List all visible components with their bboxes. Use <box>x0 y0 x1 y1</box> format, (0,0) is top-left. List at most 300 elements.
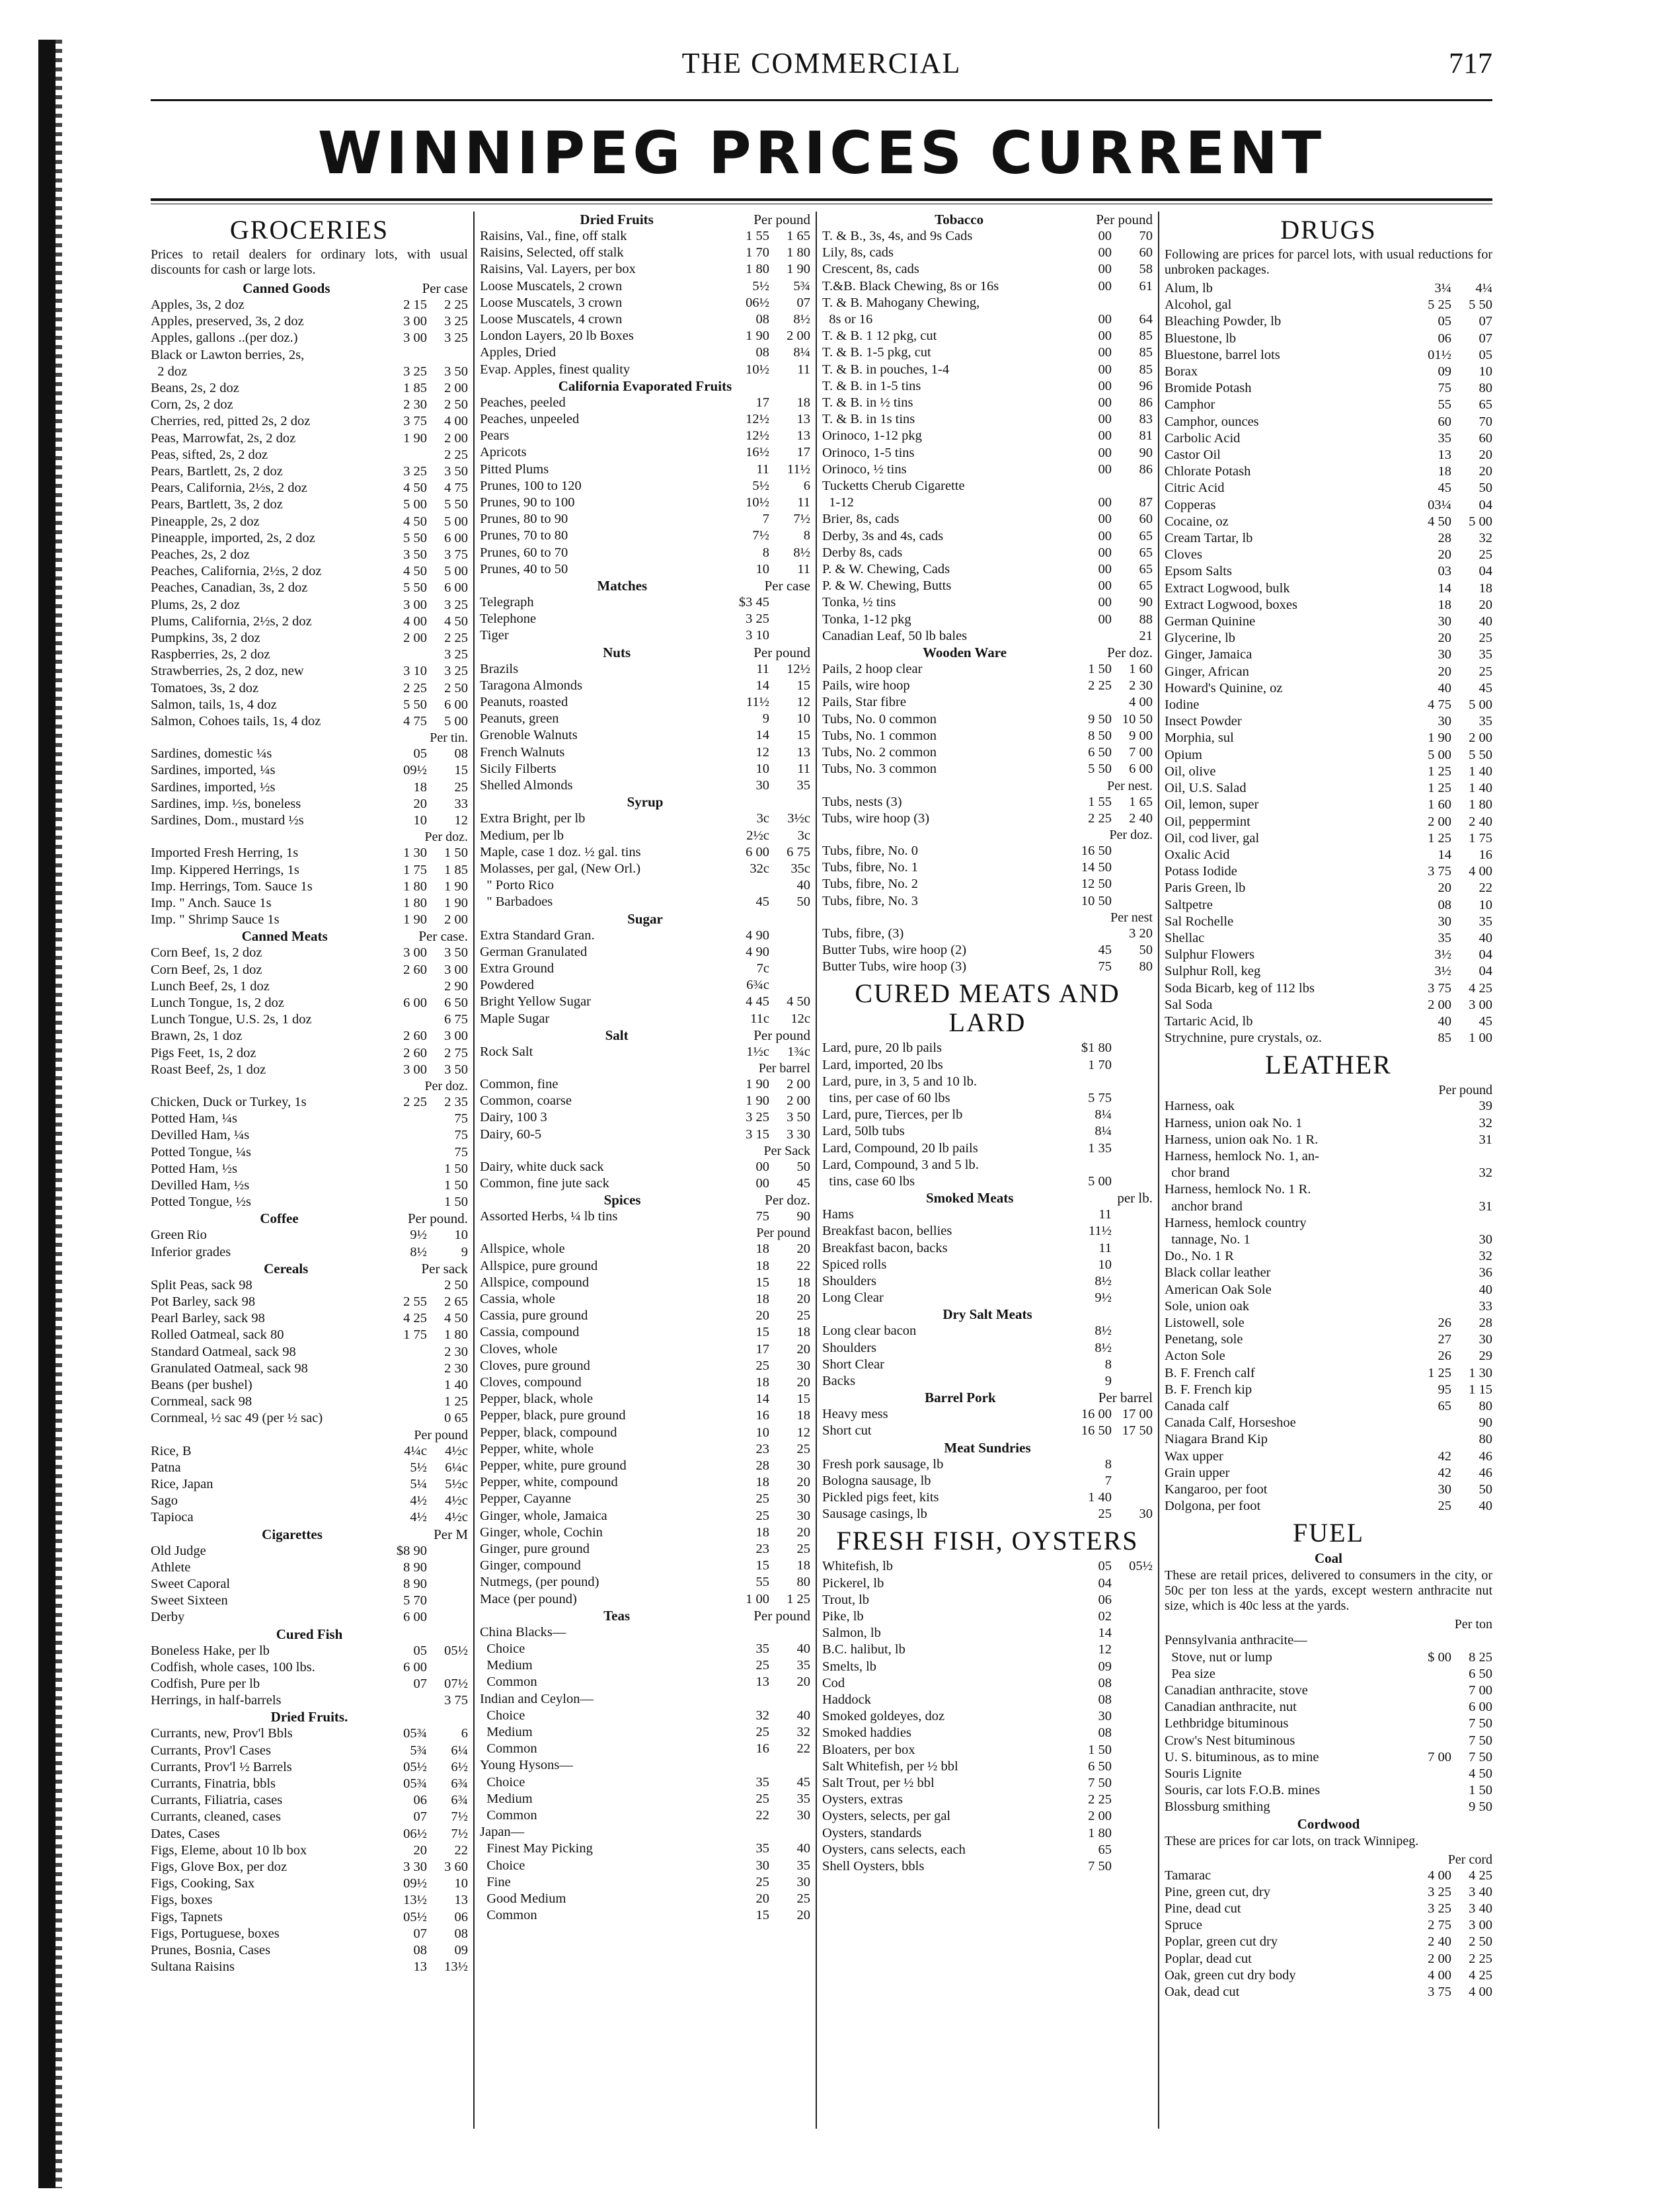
price-row <box>480 1757 810 1774</box>
price-high: 30 <box>1479 1232 1492 1247</box>
price-low: 30 <box>1438 1482 1451 1497</box>
item-name: Carbolic Acid <box>1165 430 1241 446</box>
price-low: 4 90 <box>746 944 769 959</box>
item-name: Cassia, compound <box>480 1325 580 1340</box>
item-name: Telegraph <box>480 595 534 610</box>
price-high: 2 30 <box>444 1344 468 1359</box>
price-row <box>151 1194 468 1210</box>
price-high: 3 00 <box>444 1029 468 1044</box>
item-name: Pails, wire hoop <box>822 678 910 693</box>
price-row <box>151 995 468 1011</box>
item-name: Butter Tubs, wire hoop (2) <box>822 942 967 957</box>
price-row <box>480 678 810 694</box>
item-name: Rock Salt <box>480 1044 533 1059</box>
item-name: Corn, 2s, 2 doz <box>151 397 233 413</box>
price-row <box>822 694 1153 711</box>
price-row <box>151 1792 468 1809</box>
price-high: 04 <box>1479 947 1492 963</box>
item-name: Ginger, African <box>1165 664 1249 679</box>
price-row <box>1165 914 1492 930</box>
price-high <box>769 1624 810 1641</box>
price-high: 35 <box>796 1658 810 1673</box>
price-row <box>1165 1431 1492 1448</box>
price-row <box>480 1558 810 1574</box>
item-name: Oil, olive <box>1165 764 1216 779</box>
item-name: Oil, cod liver, gal <box>1165 830 1260 846</box>
price-high: 15 <box>796 728 810 743</box>
price-low: 4½ <box>410 1510 427 1525</box>
item-name: Pepper, black, whole <box>480 1392 594 1407</box>
price-row <box>822 1123 1153 1140</box>
price-low: 4 50 <box>1428 514 1451 529</box>
item-name: German Granulated <box>480 944 588 959</box>
price-low: 3 25 <box>746 1110 769 1125</box>
price-low: 2 00 <box>1428 997 1451 1012</box>
price-high: 3 00 <box>444 962 468 977</box>
item-name: Harness, hemlock No. 1 R. <box>1165 1182 1311 1197</box>
item-name: Prunes, 90 to 100 <box>480 495 575 510</box>
price-high: 2 00 <box>444 381 468 396</box>
price-low: 9 <box>762 711 769 727</box>
price-high <box>1112 1725 1153 1741</box>
column-tobacco-meats-fish <box>822 212 1153 2168</box>
subsection-name: Spices <box>603 1192 641 1208</box>
subsection-unit: Per case. <box>418 928 468 945</box>
price-high: 90 <box>1139 445 1153 460</box>
price-low <box>1412 1215 1451 1232</box>
price-high <box>427 347 468 364</box>
item-name: Backs <box>822 1373 856 1388</box>
item-name: Cassia, whole <box>480 1291 555 1306</box>
price-high: 3 40 <box>1469 1901 1492 1916</box>
item-name: Lard, 50lb tubs <box>822 1124 905 1139</box>
item-name: London Layers, 20 lb Boxes <box>480 329 634 344</box>
price-row <box>1165 930 1492 947</box>
subsection-unit: per lb. <box>1117 1190 1153 1206</box>
price-high: 5 00 <box>1469 697 1492 713</box>
subsection-unit: Per pound <box>753 212 810 227</box>
price-row <box>151 1062 468 1078</box>
price-low: 30 <box>1438 914 1451 929</box>
price-high: 2 50 <box>444 1277 468 1292</box>
price-row <box>822 1423 1153 1439</box>
price-high: 12½ <box>787 661 810 676</box>
price-row <box>480 711 810 727</box>
item-name: Common, coarse <box>480 1093 572 1109</box>
price-high: 20 <box>1479 597 1492 612</box>
price-row <box>151 447 468 463</box>
item-name: Tubs, No. 3 common <box>822 762 937 777</box>
price-row <box>822 545 1153 561</box>
price-row <box>822 1257 1153 1273</box>
price-row <box>480 861 810 877</box>
price-high: 09 <box>454 1943 468 1958</box>
price-row <box>151 1410 468 1427</box>
price-row <box>1165 630 1492 647</box>
price-high: 3 50 <box>444 945 468 961</box>
price-low: 30 <box>1438 714 1451 729</box>
price-high: 1 50 <box>444 846 468 861</box>
price-low <box>1412 1699 1451 1716</box>
price-high: 90 <box>796 1209 810 1224</box>
price-low: 25 <box>755 1725 769 1740</box>
item-name: Niagara Brand Kip <box>1165 1432 1268 1447</box>
item-name: Cream Tartar, lb <box>1165 531 1253 546</box>
item-name: Citric Acid <box>1165 481 1225 496</box>
price-row <box>480 1159 810 1175</box>
price-high <box>1112 478 1153 494</box>
item-name: Pepper, white, pure ground <box>480 1458 627 1473</box>
item-name: Tonka, 1-12 pkg <box>822 612 911 627</box>
item-name: Tubs, fibre, No. 2 <box>822 877 919 892</box>
price-low: 1 75 <box>403 1327 427 1343</box>
price-unit-label: Per barrel <box>758 1060 810 1076</box>
price-low <box>1412 1115 1451 1132</box>
price-low: 03 <box>1438 564 1451 579</box>
price-low: 5 50 <box>403 530 427 545</box>
price-high: 8 25 <box>1469 1649 1492 1665</box>
price-high <box>769 977 810 994</box>
item-name: Bologna sausage, lb <box>822 1473 931 1488</box>
price-low: 1 40 <box>1088 1490 1112 1505</box>
item-name: Apples, gallons ..(per doz.) <box>151 331 298 346</box>
item-name: Cloves <box>1165 547 1202 563</box>
price-row <box>822 1340 1153 1357</box>
item-name: Long Clear <box>822 1290 884 1306</box>
price-low <box>387 447 427 463</box>
price-row <box>151 297 468 313</box>
price-high: 50 <box>796 1159 810 1174</box>
price-row <box>822 1792 1153 1808</box>
price-low: 04 <box>1098 1575 1112 1591</box>
price-high: 61 <box>1139 278 1153 294</box>
price-row <box>822 278 1153 295</box>
subsection-name: Cordwood <box>1297 1815 1360 1832</box>
price-row <box>151 1294 468 1310</box>
price-row <box>1165 414 1492 430</box>
item-name: Lunch Tongue, U.S. 2s, 1 doz <box>151 1012 312 1027</box>
price-row <box>822 478 1153 494</box>
item-name: Potted Tongue, ½s <box>151 1195 251 1210</box>
price-low: 02 <box>1098 1609 1112 1624</box>
column-divider-3 <box>1158 212 1159 2129</box>
price-row <box>151 330 468 346</box>
item-name: Salt Trout, per ½ bbl <box>822 1776 935 1791</box>
price-high: 7½ <box>793 512 810 527</box>
item-name: Tomatoes, 3s, 2 doz <box>151 680 259 695</box>
price-row <box>822 1373 1153 1390</box>
price-low: 1 00 <box>746 1591 769 1606</box>
price-low <box>387 1011 427 1028</box>
item-name: Extra Bright, per lb <box>480 811 586 826</box>
price-high <box>769 961 810 977</box>
price-low: 07 <box>413 1926 427 1941</box>
price-high: 12 <box>796 1425 810 1440</box>
price-unit-label: Per nest <box>1110 910 1153 925</box>
price-row <box>480 1109 810 1126</box>
price-row <box>822 1742 1153 1758</box>
item-name: Cherries, red, pitted 2s, 2 doz <box>151 414 311 429</box>
item-name: Saltpetre <box>1165 897 1213 912</box>
section-title-leather: LEATHER <box>1265 1050 1392 1080</box>
price-row <box>151 597 468 613</box>
price-high: 10 <box>454 1228 468 1243</box>
price-high <box>1112 1808 1153 1825</box>
price-row <box>822 1575 1153 1592</box>
price-row <box>1165 447 1492 463</box>
price-row <box>480 977 810 994</box>
price-high: 20 <box>796 1374 810 1390</box>
price-row <box>1165 1666 1492 1682</box>
price-low: 8 90 <box>403 1560 427 1575</box>
price-low: 4 00 <box>1428 1868 1451 1883</box>
price-high <box>1112 1473 1153 1489</box>
item-name: T. & B. in 1s tins <box>822 412 915 427</box>
price-low: 1 85 <box>403 381 427 396</box>
price-row <box>1165 1749 1492 1766</box>
price-low: 3¼ <box>1434 281 1451 296</box>
item-name: Dairy, white duck sack <box>480 1159 604 1174</box>
item-name: Peas, sifted, 2s, 2 doz <box>151 447 268 462</box>
price-high: 2 75 <box>444 1045 468 1060</box>
price-row <box>480 1774 810 1791</box>
price-high: 9 50 <box>1469 1799 1492 1815</box>
subsection-heading-cured-fish <box>151 1626 468 1643</box>
price-row <box>480 411 810 428</box>
subsection-unit: Per pound <box>753 644 810 660</box>
price-unit-label: Per pound <box>756 1226 810 1241</box>
item-name: Chlorate Potash <box>1165 464 1251 479</box>
item-name: Imp. Herrings, Tom. Sauce 1s <box>151 879 313 894</box>
price-high: 13 <box>454 1893 468 1908</box>
price-row <box>1165 1232 1492 1248</box>
price-row <box>1165 514 1492 530</box>
price-row <box>480 694 810 711</box>
price-low: 2 25 <box>403 680 427 695</box>
item-name: Pickerel, lb <box>822 1575 884 1591</box>
price-row <box>480 344 810 361</box>
item-name: Prunes, Bosnia, Cases <box>151 1943 271 1958</box>
item-name: Breakfast bacon, backs <box>822 1240 948 1255</box>
item-name: Tapioca <box>151 1510 194 1525</box>
price-low: 06 <box>1098 1592 1112 1607</box>
item-name: Canadian anthracite, nut <box>1165 1700 1297 1715</box>
price-high: 6 00 <box>1129 762 1153 777</box>
price-row <box>480 944 810 961</box>
price-low: 12 <box>755 744 769 760</box>
price-low: 12 50 <box>1081 877 1112 892</box>
price-high: 70 <box>1479 414 1492 429</box>
price-low: 15 <box>755 1558 769 1573</box>
item-name: Sardines, imported, ¼s <box>151 763 276 778</box>
price-low: 20 <box>1438 664 1451 679</box>
subsection-unit: Per doz. <box>765 1192 810 1208</box>
price-row <box>822 1506 1153 1522</box>
price-low <box>1412 1148 1451 1165</box>
item-name: Morphia, sul <box>1165 731 1234 746</box>
price-row <box>151 713 468 730</box>
price-high <box>1112 1825 1153 1842</box>
item-name: Harness, union oak No. 1 R. <box>1165 1132 1319 1147</box>
item-name: Pea size <box>1165 1666 1215 1681</box>
price-low: 3 00 <box>403 945 427 961</box>
item-name: Borax <box>1165 364 1198 379</box>
price-high <box>1112 1240 1153 1257</box>
price-high: 07 <box>1479 331 1492 346</box>
price-row <box>480 761 810 777</box>
price-high: 3 30 <box>787 1126 810 1142</box>
item-name: Medium, per lb <box>480 828 564 843</box>
item-name: Insect Powder <box>1165 714 1242 729</box>
price-row <box>1165 713 1492 730</box>
item-name: Whitefish, lb <box>822 1559 894 1574</box>
price-low: 2½c <box>746 828 769 843</box>
price-high <box>769 627 810 644</box>
price-high: 4 00 <box>444 414 468 429</box>
price-high: 07½ <box>444 1677 468 1692</box>
subsection-heading-matches <box>480 578 810 594</box>
price-low: 9 <box>1104 1373 1112 1388</box>
price-low: 23 <box>755 1542 769 1557</box>
price-low: 8½ <box>410 1244 427 1259</box>
price-low: 2 40 <box>1428 1934 1451 1950</box>
item-name: Camphor, ounces <box>1165 414 1259 429</box>
price-high <box>1112 1223 1153 1240</box>
price-low: 00 <box>1098 378 1112 393</box>
price-high <box>769 594 810 611</box>
price-row <box>822 1290 1153 1306</box>
item-name: Orinoco, 1-12 pkg <box>822 428 922 444</box>
price-row <box>822 1625 1153 1641</box>
price-high: 12c <box>790 1011 810 1026</box>
item-name: Lethbridge bituminous <box>1165 1716 1289 1731</box>
subsection-heading-cigarettes <box>151 1526 468 1543</box>
price-high <box>1112 1290 1153 1306</box>
price-low: 2 25 <box>1088 810 1112 826</box>
price-row <box>822 1473 1153 1489</box>
price-high: 3 25 <box>444 314 468 329</box>
price-low: 1 50 <box>1088 662 1112 677</box>
price-low: 03¼ <box>1428 497 1451 512</box>
price-low: 7½ <box>752 528 769 543</box>
subsection-name: Smoked Meats <box>925 1190 1014 1206</box>
price-low: 28 <box>1438 531 1451 546</box>
price-high: 30 <box>796 1508 810 1523</box>
item-name: tannage, No. 1 <box>1165 1232 1250 1247</box>
item-name: T. & B. in 1-5 tins <box>822 378 921 393</box>
item-name: Derby, 3s and 4s, cads <box>822 528 944 543</box>
price-high: 4 50 <box>1469 1766 1492 1782</box>
item-name: Sicily Filberts <box>480 761 557 776</box>
price-row <box>822 661 1153 678</box>
price-high: 4 25 <box>1469 1967 1492 1983</box>
price-row <box>151 1011 468 1028</box>
price-low <box>1412 1132 1451 1148</box>
price-row <box>822 245 1153 261</box>
price-row <box>151 1892 468 1909</box>
price-low: 18 <box>755 1291 769 1306</box>
price-high: 32 <box>1479 1165 1492 1181</box>
price-low: 1 25 <box>1428 1365 1451 1380</box>
price-row <box>480 894 810 910</box>
price-row <box>151 945 468 961</box>
item-name: Salmon, lb <box>822 1626 881 1641</box>
item-name: Penetang, sole <box>1165 1332 1243 1347</box>
price-low: 7 50 <box>1088 1776 1112 1791</box>
price-high: 2 30 <box>444 1361 468 1376</box>
item-name: 8s or 16 <box>822 312 873 327</box>
item-name: Pears, Bartlett, 3s, 2 doz <box>151 497 283 512</box>
price-row <box>1165 1766 1492 1782</box>
price-row <box>151 397 468 413</box>
price-row <box>822 1659 1153 1675</box>
subsection-heading-coffee <box>151 1210 468 1227</box>
item-name: Alcohol, gal <box>1165 297 1232 313</box>
item-name: Pumpkins, 3s, 2 doz <box>151 631 260 646</box>
price-row <box>151 1177 468 1194</box>
price-row <box>1165 1632 1492 1649</box>
price-low: 3c <box>756 811 769 826</box>
price-row <box>1165 380 1492 397</box>
price-low: 1 75 <box>403 862 427 877</box>
subsection-unit: Per case <box>764 578 810 594</box>
price-high <box>1112 1206 1153 1223</box>
price-row <box>1165 1382 1492 1398</box>
price-high: 8½ <box>793 545 810 560</box>
price-high: 25 <box>1479 547 1492 563</box>
price-row <box>1165 1649 1492 1666</box>
price-row <box>1165 847 1492 863</box>
price-row <box>822 1406 1153 1423</box>
price-low: 00 <box>1098 595 1112 610</box>
price-low: 75 <box>1098 959 1112 974</box>
price-row <box>480 1241 810 1257</box>
price-unit-label: Per cord <box>1447 1852 1492 1867</box>
price-high: 11 <box>797 362 810 377</box>
price-high: 6¾ <box>451 1793 468 1808</box>
price-high <box>769 1757 810 1774</box>
item-name: Pineapple, imported, 2s, 2 doz <box>151 530 315 545</box>
price-low <box>730 1624 769 1641</box>
price-row <box>1165 463 1492 480</box>
subsection-name: Syrup <box>627 794 664 810</box>
price-row <box>151 647 468 663</box>
price-row <box>822 859 1153 876</box>
price-low: 18 <box>755 1258 769 1273</box>
price-low <box>387 1127 427 1144</box>
price-low: 5 50 <box>403 697 427 712</box>
price-high <box>427 1659 468 1676</box>
subsection-heading-syrup <box>480 794 810 810</box>
item-name: Butter Tubs, wire hoop (3) <box>822 959 967 974</box>
price-row <box>822 578 1153 594</box>
price-low: 3 75 <box>1428 864 1451 879</box>
price-high: 40 <box>796 878 810 893</box>
price-high: 05½ <box>1129 1559 1153 1574</box>
price-low: 25 <box>755 1658 769 1673</box>
price-row <box>1165 1782 1492 1799</box>
price-high: 96 <box>1139 378 1153 393</box>
price-high: 3 00 <box>1469 1918 1492 1933</box>
price-low: 1 35 <box>1088 1140 1112 1156</box>
price-row <box>822 744 1153 761</box>
price-row <box>822 1357 1153 1373</box>
item-name: Prunes, 40 to 50 <box>480 561 568 576</box>
price-low: 6 50 <box>1088 1758 1112 1774</box>
price-high <box>769 944 810 961</box>
item-name: 2 doz <box>151 364 188 379</box>
price-high: 7 50 <box>1469 1749 1492 1764</box>
